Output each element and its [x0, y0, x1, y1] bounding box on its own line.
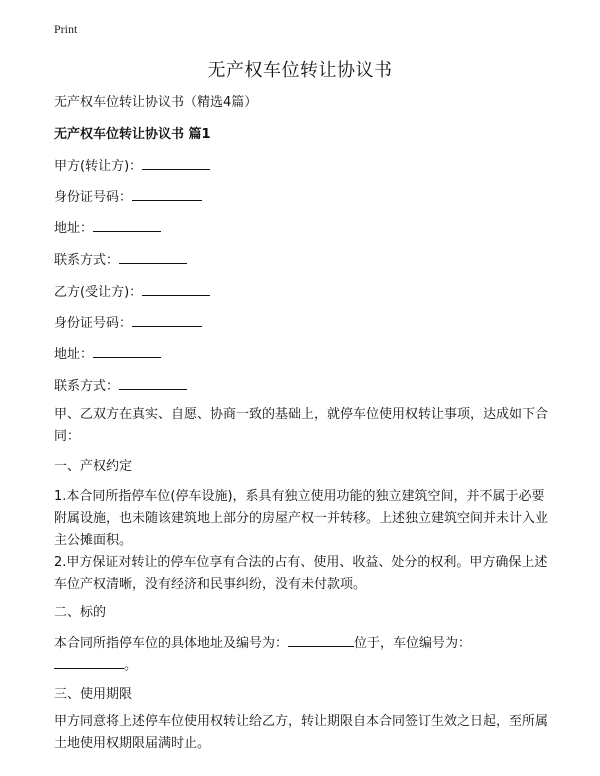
party-b-contact-blank [119, 375, 187, 390]
clause3-heading: 三、使用期限 [54, 687, 133, 702]
party-b-id-blank [132, 312, 202, 327]
party-a-contact-blank [119, 249, 187, 264]
section-heading: 无产权车位转让协议书 篇1 [54, 127, 211, 142]
clause2-row [54, 632, 471, 654]
print-link[interactable]: Print [54, 22, 78, 36]
party-a-id-row [54, 186, 202, 208]
party-a-id-blank [132, 186, 202, 201]
clause1-paragraph-1: 1.本合同所指停车位(停车设施)，系具有独立使用功能的独立建筑空间，并不属于必要附属设施，也未随该建筑地上部分的房屋产权一并转移。上述独立建筑空间并未计入业主公摊面积。 [54, 489, 549, 548]
document-subtitle: 无产权车位转让协议书（精选4篇） [54, 95, 258, 110]
clause2-address-blank [288, 632, 354, 647]
party-a-address-row [54, 217, 161, 239]
clause1-paragraph-2: 2.甲方保证对转让的停车位享有合法的占有、使用、收益、处分的权利。甲方确保上述车位产权清晰，没有经济和民事纠纷，没有未付款项。 [54, 555, 548, 592]
party-b-id-row [54, 312, 202, 334]
clause1-heading: 一、产权约定 [54, 459, 133, 474]
party-a-address-blank [93, 217, 161, 232]
party-a-id-label: 身份证号码： [54, 190, 133, 205]
party-b-row [54, 281, 210, 303]
party-a-label: 甲方(转让方)： [54, 159, 143, 174]
clause3-paragraph-1: 甲方同意将上述停车位使用权转让给乙方，转让期限自本合同签订生效之日起，至所属土地使用权期限届满时止。 [54, 714, 549, 751]
intro-paragraph: 甲、乙双方在真实、自愿、协商一致的基础上，就停车位使用权转让事项，达成如下合同： [54, 407, 549, 444]
clause2-number-blank [54, 654, 124, 669]
party-b-address-label: 地址： [54, 347, 94, 362]
party-b-blank [142, 281, 210, 296]
party-a-blank [142, 155, 210, 170]
clause2-row-2 [54, 654, 137, 676]
clause2-heading: 二、标的 [54, 605, 107, 620]
party-b-contact-label: 联系方式： [54, 379, 120, 394]
clause2-text-c: 。 [124, 658, 138, 673]
party-b-contact-row [54, 375, 187, 397]
party-a-contact-row [54, 249, 187, 271]
clause2-text-b: 位于，车位编号为： [354, 636, 472, 651]
party-a-contact-label: 联系方式： [54, 253, 120, 268]
party-a-row [54, 155, 210, 177]
party-b-address-blank [93, 343, 161, 358]
clause2-text-a: 本合同所指停车位的具体地址及编号为： [54, 636, 289, 651]
party-b-label: 乙方(受让方)： [54, 285, 143, 300]
document-title: 无产权车位转让协议书 [207, 60, 393, 81]
party-b-address-row [54, 343, 161, 365]
party-a-address-label: 地址： [54, 221, 94, 236]
party-b-id-label: 身份证号码： [54, 316, 133, 331]
